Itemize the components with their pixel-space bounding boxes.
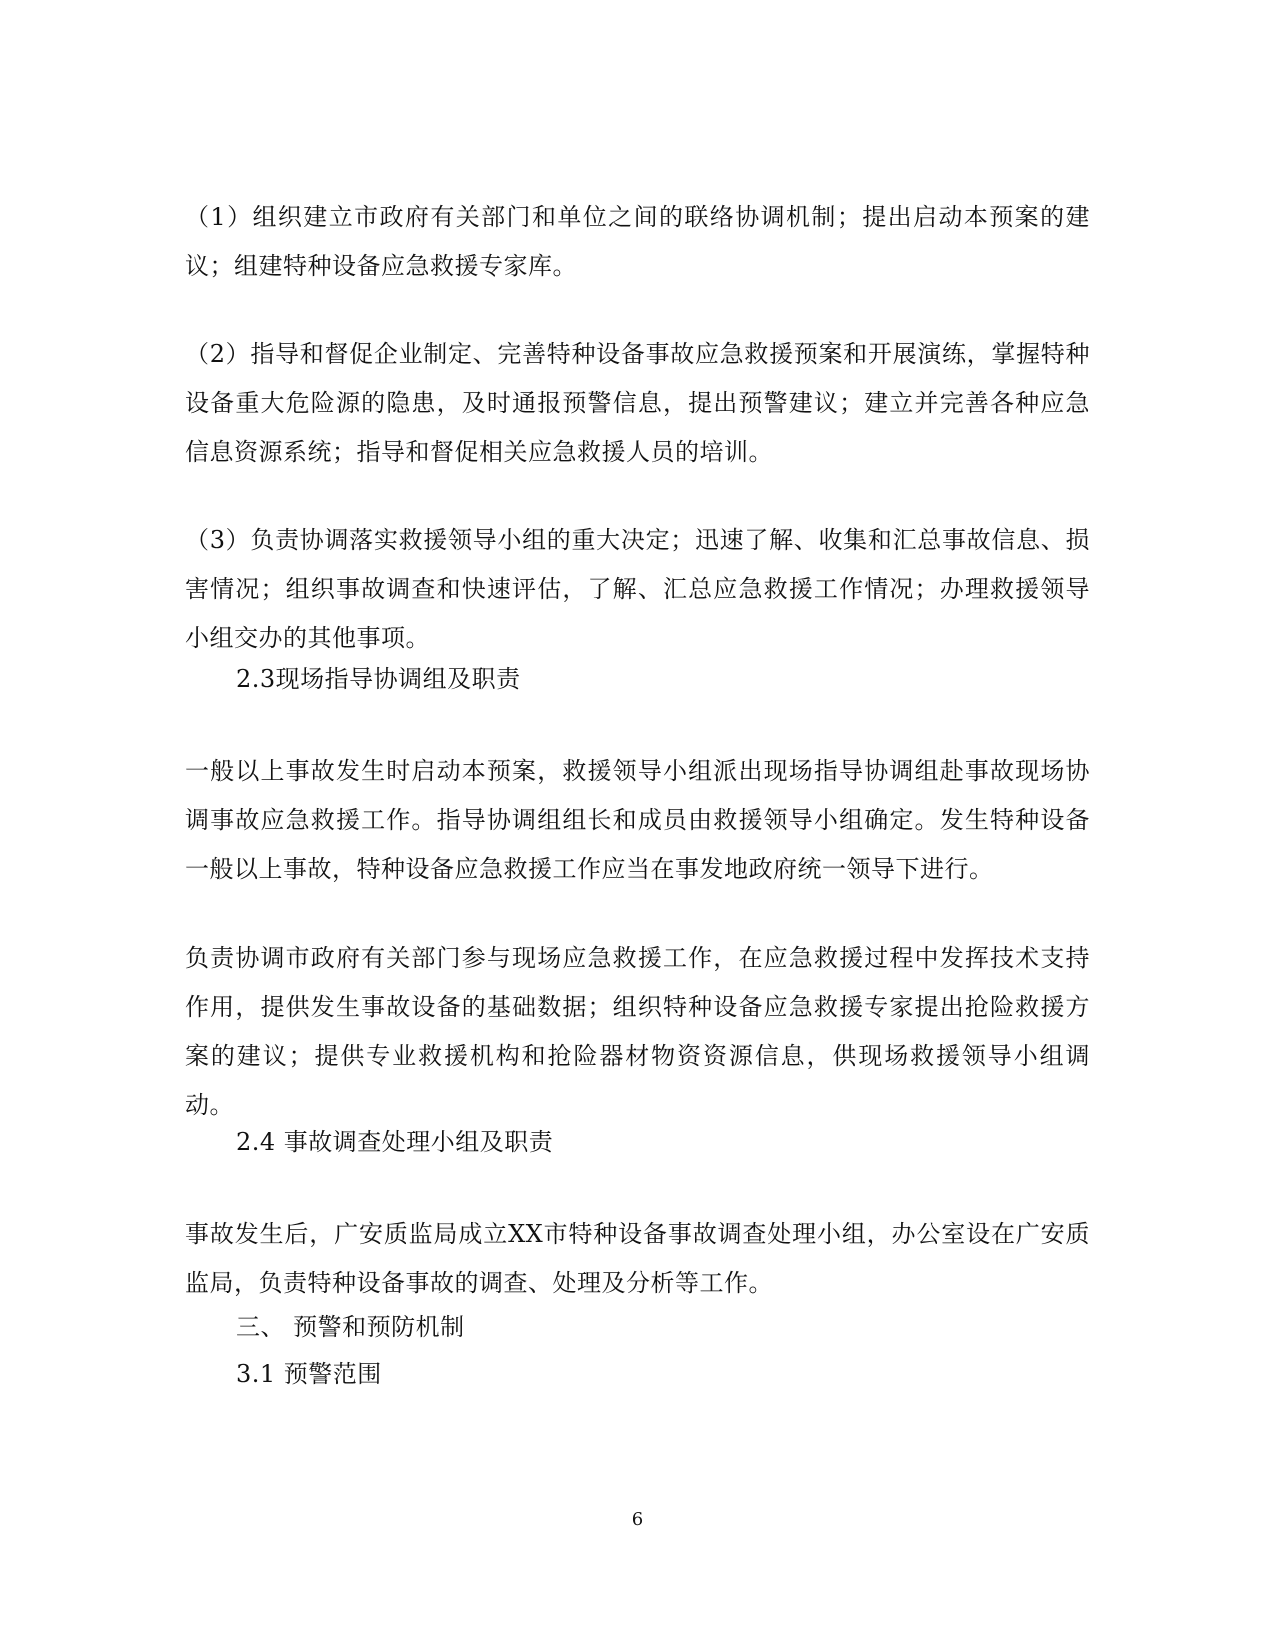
page-number: 6 (631, 1509, 644, 1530)
paragraph-6: 事故发生后，广安质监局成立XX市特种设备事故调查处理小组，办公室设在广安质监局，负责特种设备事故的调查、处理及分析等工作。 (185, 1220, 1090, 1297)
heading-section-3: 三、 预警和预防机制 (236, 1313, 465, 1341)
heading-3-1: 3.1 预警范围 (236, 1360, 382, 1388)
heading-2-4: 2.4 事故调查处理小组及职责 (236, 1128, 554, 1156)
heading-2-3: 2.3现场指导协调组及职责 (236, 665, 521, 693)
paragraph-5: 负责协调市政府有关部门参与现场应急救援工作，在应急救援过程中发挥技术支持作用，提供发生事故设备的基础数据；组织特种设备应急救援专家提出抢险救援方案的建议；提供专业救援机构和抢险器材物资资源信息，供现场救援领导小组调动。 (185, 944, 1090, 1119)
paragraph-3: （3）负责协调落实救援领导小组的重大决定；迅速了解、收集和汇总事故信息、损害情况；组织事故调查和快速评估，了解、汇总应急救援工作情况；办理救援领导小组交办的其他事项。 (185, 526, 1090, 652)
paragraph-1: （1）组织建立市政府有关部门和单位之间的联络协调机制；提出启动本预案的建议；组建特种设备应急救援专家库。 (185, 203, 1090, 280)
paragraph-4: 一般以上事故发生时启动本预案，救援领导小组派出现场指导协调组赴事故现场协调事故应急救援工作。指导协调组组长和成员由救援领导小组确定。发生特种设备一般以上事故，特种设备应急救援工作应当在事发地政府统一领导下进行。 (185, 757, 1090, 883)
paragraph-2: （2）指导和督促企业制定、完善特种设备事故应急救援预案和开展演练，掌握特种设备重大危险源的隐患，及时通报预警信息，提出预警建议；建立并完善各种应急信息资源系统；指导和督促相关应急救援人员的培训。 (185, 340, 1090, 466)
